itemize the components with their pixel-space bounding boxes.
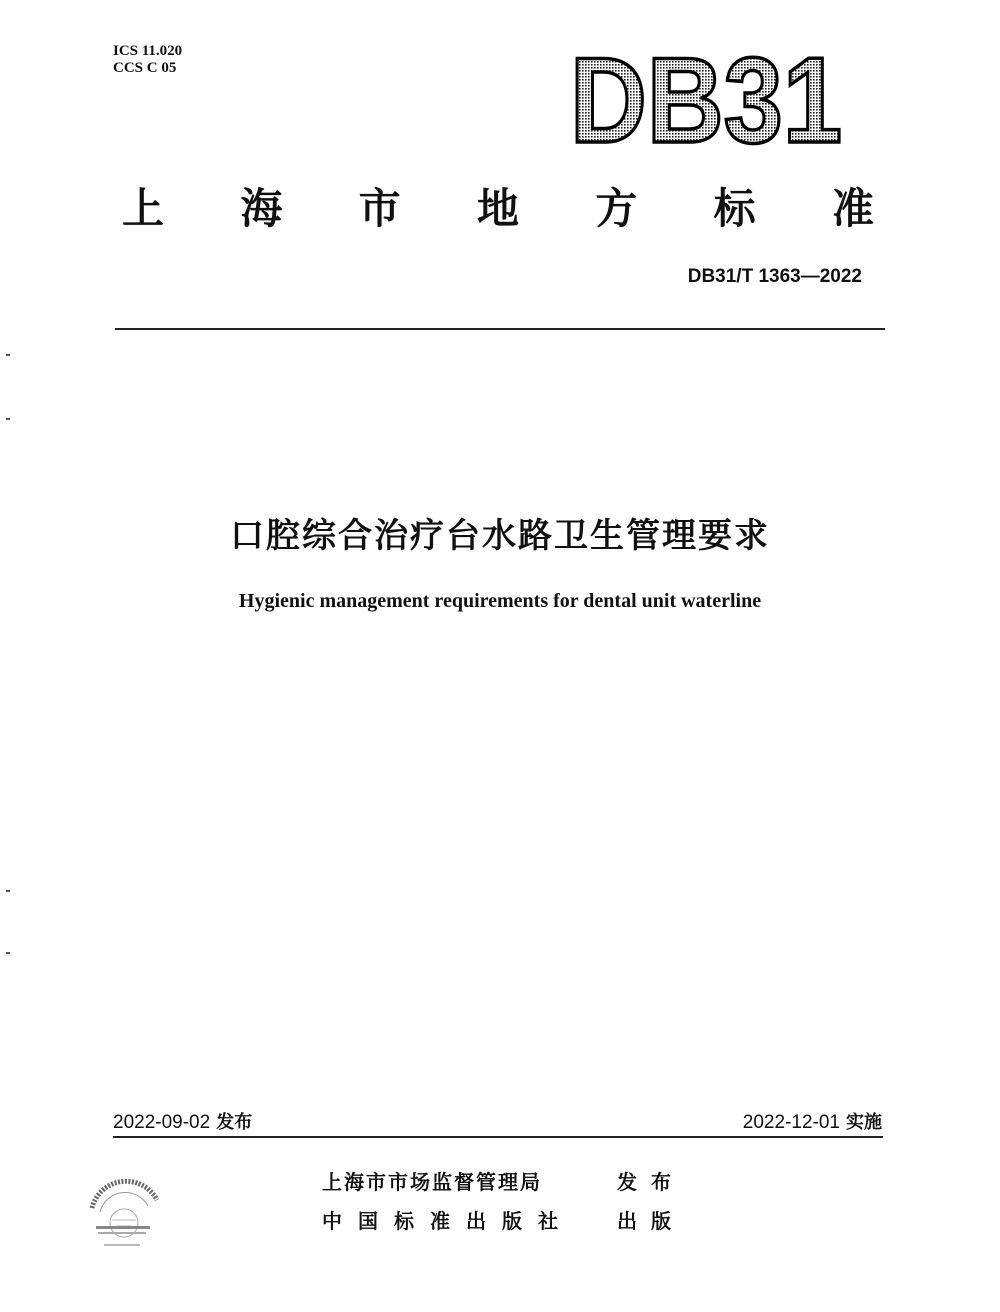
scan-mark — [6, 952, 10, 954]
bottom-rule — [113, 1136, 883, 1138]
standard-type-char: 准 — [831, 184, 874, 233]
standard-type-char: 海 — [240, 184, 283, 233]
implement-date: 2022-12-01 — [742, 1112, 840, 1133]
scan-mark — [6, 354, 10, 356]
publisher-role: 发布 — [617, 1170, 685, 1194]
classification-codes — [113, 43, 182, 77]
db31-logo-text: DB31 — [570, 32, 842, 168]
scan-mark — [6, 890, 10, 892]
standard-type-char: 方 — [595, 184, 638, 233]
issue-date-line — [113, 1108, 252, 1134]
implement-label: 实施 — [846, 1112, 882, 1133]
issue-date: 2022-09-02 — [113, 1112, 211, 1133]
publisher-row — [322, 1205, 685, 1234]
publisher-org: 中国标准出版社 — [322, 1209, 574, 1233]
db31-logo — [570, 32, 845, 168]
ics-code: ICS 11.020 — [113, 43, 183, 59]
watermark-stamp-icon — [82, 1168, 172, 1258]
standard-type-heading — [122, 176, 874, 236]
standard-number: DB31/T 1363—2022 — [687, 266, 862, 287]
issue-label: 发布 — [216, 1112, 253, 1133]
top-rule — [115, 328, 885, 330]
publisher-org: 上海市市场监督管理局 — [322, 1170, 542, 1194]
standard-type-char: 上 — [122, 184, 165, 233]
standard-type-char: 地 — [476, 184, 519, 233]
standard-type-char: 市 — [358, 184, 401, 233]
publisher-row — [322, 1166, 685, 1195]
implement-date-line — [743, 1108, 882, 1134]
document-title-en: Hygienic management requirements for dental unit waterline — [238, 590, 762, 612]
standard-type-char: 标 — [713, 184, 756, 233]
document-title-cn: 口腔综合治疗台水路卫生管理要求 — [230, 516, 770, 556]
scan-mark — [6, 418, 10, 420]
publisher-role: 出版 — [617, 1209, 685, 1233]
ccs-code: CCS C 05 — [113, 60, 177, 76]
